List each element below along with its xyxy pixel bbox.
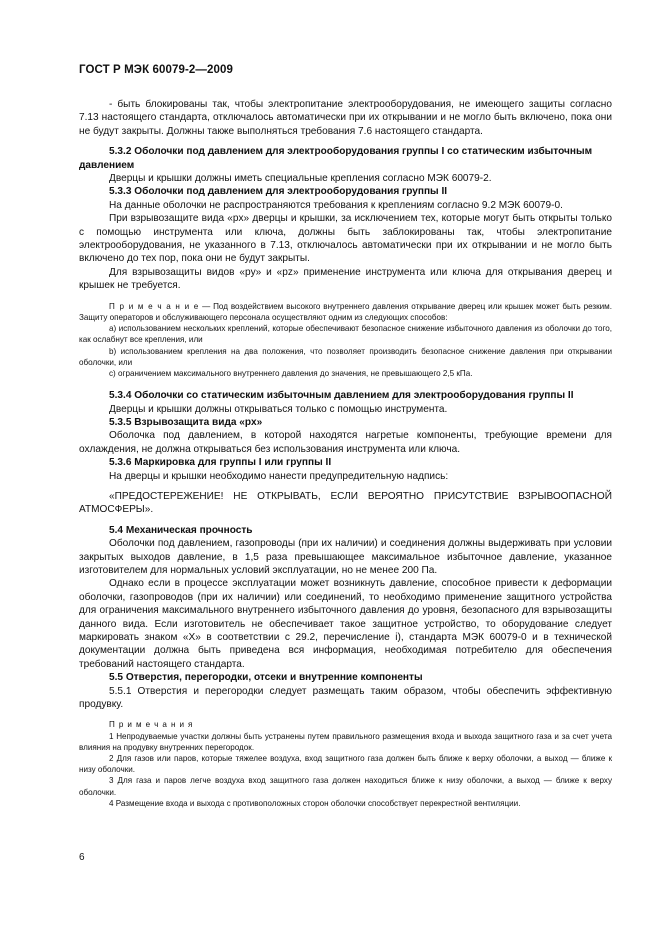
- heading-5-5: 5.5 Отверстия, перегородки, отсеки и внутренние компоненты: [109, 672, 423, 684]
- notes-title: П р и м е ч а н и я: [109, 720, 194, 730]
- heading-5-3-4: 5.3.4 Оболочки со статическим избыточным давлением для электрооборудования группы II: [109, 390, 574, 402]
- heading-5-3-3: 5.3.3 Оболочки под давлением для электрооборудования группы II: [109, 186, 448, 198]
- paragraph-5-3-5: Оболочка под давлением, в которой находятся нагретые компоненты, требующие времени для охлаждения, не должна открываться без использования инструмента или ключа.: [79, 430, 612, 455]
- paragraph-5-4-1: Оболочки под давлением, газопроводы (при их наличии) и соединения должны выдерживать при условии закрытых выходов давление, в 1,5 раза превышающее максимальное избыточное давление, указанное изготовителем для нормальных условий эксплуатации, но не менее 200 Па.: [79, 538, 612, 576]
- heading-5-3-5: 5.3.5 Взрывозащита вида «px»: [109, 416, 263, 428]
- notes-item-1: 1 Непродуваемые участки должны быть устранены путем правильного размещения входа и выхода защитного газа и за счет учета влияния на продувку внутренних перегородок.: [79, 731, 612, 752]
- paragraph-5-3-3-2: При взрывозащите вида «px» дверцы и крышки, за исключением тех, которые могут быть открыты только с помощью инструмента или ключа, должны быть заблокированы так, чтобы электропитание электрооборудования, не указанного в 7.13, отключалось автоматически при их открывании и не могло быть включено до тех пор, пока они не будут закрыты.: [79, 213, 612, 265]
- note-1-label: П р и м е ч а н и е: [109, 301, 200, 311]
- note-1-item-c: c) ограничением максимального внутреннего давления до значения, не превышающего 2,5 кПа.: [109, 368, 473, 378]
- note-1-item-b: b) использованием крепления на два положения, что позволяет производить безопасное снижение давления при открывании оболочки, или: [79, 346, 612, 367]
- paragraph-5-4-2: Однако если в процессе эксплуатации может возникнуть давление, способное привести к деформации оболочки, газопроводов (при их наличии) или соединений, то необходимо применение защитного устройства для ограничения максимального внутреннего избыточного давления до уровня, безопасного для взрывозащиты данного вида. Если изготовитель не обеспечивает такое защитное устройство, то оборудование следует маркировать знаком «X» в соответствии с 29.2, перечисление i), стандарта МЭК 60079-0 и в технической документации должна быть приведена вся информация, необходимая потребителю для обеспечения требований настоящего стандарта.: [79, 578, 612, 670]
- document-header: ГОСТ Р МЭК 60079-2—2009: [79, 64, 233, 76]
- note-block-1: [79, 301, 612, 379]
- note-1-paragraph: [79, 301, 612, 323]
- note-block-2: [79, 719, 612, 809]
- notes-item-2: 2 Для газов или паров, которые тяжелее воздуха, вход защитного газа должен быть ближе к верху оболочки, а выход — ближе к низу оболочки.: [79, 754, 612, 775]
- paragraph-block-top: - быть блокированы так, чтобы электропитание электрооборудования, не имеющего защиты согласно 7.13 настоящего стандарта, отключалось автоматически при их открывании и не могло быть включено, пока они не будут закрыты. Должны также выполняться требования 7.6 настоящего стандарта.: [79, 99, 612, 137]
- heading-5-3-2: 5.3.2 Оболочки под давлением для электрооборудования группы I со статическим избыточным давлением: [79, 146, 593, 171]
- heading-5-4: 5.4 Механическая прочность: [109, 524, 253, 536]
- paragraph-5-3-4: Дверцы и крышки должны открываться только с помощью инструмента.: [109, 403, 448, 415]
- warning-inscription: «ПРЕДОСТЕРЕЖЕНИЕ! НЕ ОТКРЫВАТЬ, ЕСЛИ ВЕРОЯТНО ПРИСУТСТВИЕ ВЗРЫВООПАСНОЙ АТМОСФЕРЫ».: [79, 490, 612, 516]
- paragraph-5-5-1: 5.5.1 Отверстия и перегородки следует размещать таким образом, чтобы обеспечить эффективную продувку.: [79, 685, 612, 711]
- notes-item-3: 3 Для газа и паров легче воздуха вход защитного газа должен находиться ближе к низу оболочки, а выход — ближе к верху оболочки.: [79, 776, 612, 797]
- heading-5-3-6: 5.3.6 Маркировка для группы I или группы II: [109, 457, 332, 469]
- paragraph-5-3-3-3: Для взрывозащиты видов «py» и «pz» применение инструмента или ключа для открывания дверец и крышек не требуется.: [79, 266, 612, 292]
- notes-item-4: 4 Размещение входа и выхода с противоположных сторон оболочки способствует перекрестной вентиляции.: [109, 798, 521, 808]
- note-1-text: — Под воздействием высокого внутреннего давления открывание дверец или крышек может быть резким. Защиту операторов и обслуживающего персонала осуществляют одним из следующих способов:: [79, 301, 612, 322]
- note-1-item-a: a) использованием нескольких креплений, которые обеспечивают безопасное снижение избыточного давления из оболочки до того, как ослабнут все крепления, или: [79, 324, 612, 345]
- paragraph-5-3-3-1: На данные оболочки не распространяются требования к креплениям согласно 9.2 МЭК 60079-0.: [109, 199, 563, 211]
- page-number: 6: [79, 852, 85, 863]
- paragraph-5-3-2: Дверцы и крышки должны иметь специальные крепления согласно МЭК 60079-2.: [109, 173, 492, 185]
- paragraph-5-3-6: На дверцы и крышки необходимо нанести предупредительную надпись:: [109, 470, 449, 482]
- page-body: [79, 64, 612, 809]
